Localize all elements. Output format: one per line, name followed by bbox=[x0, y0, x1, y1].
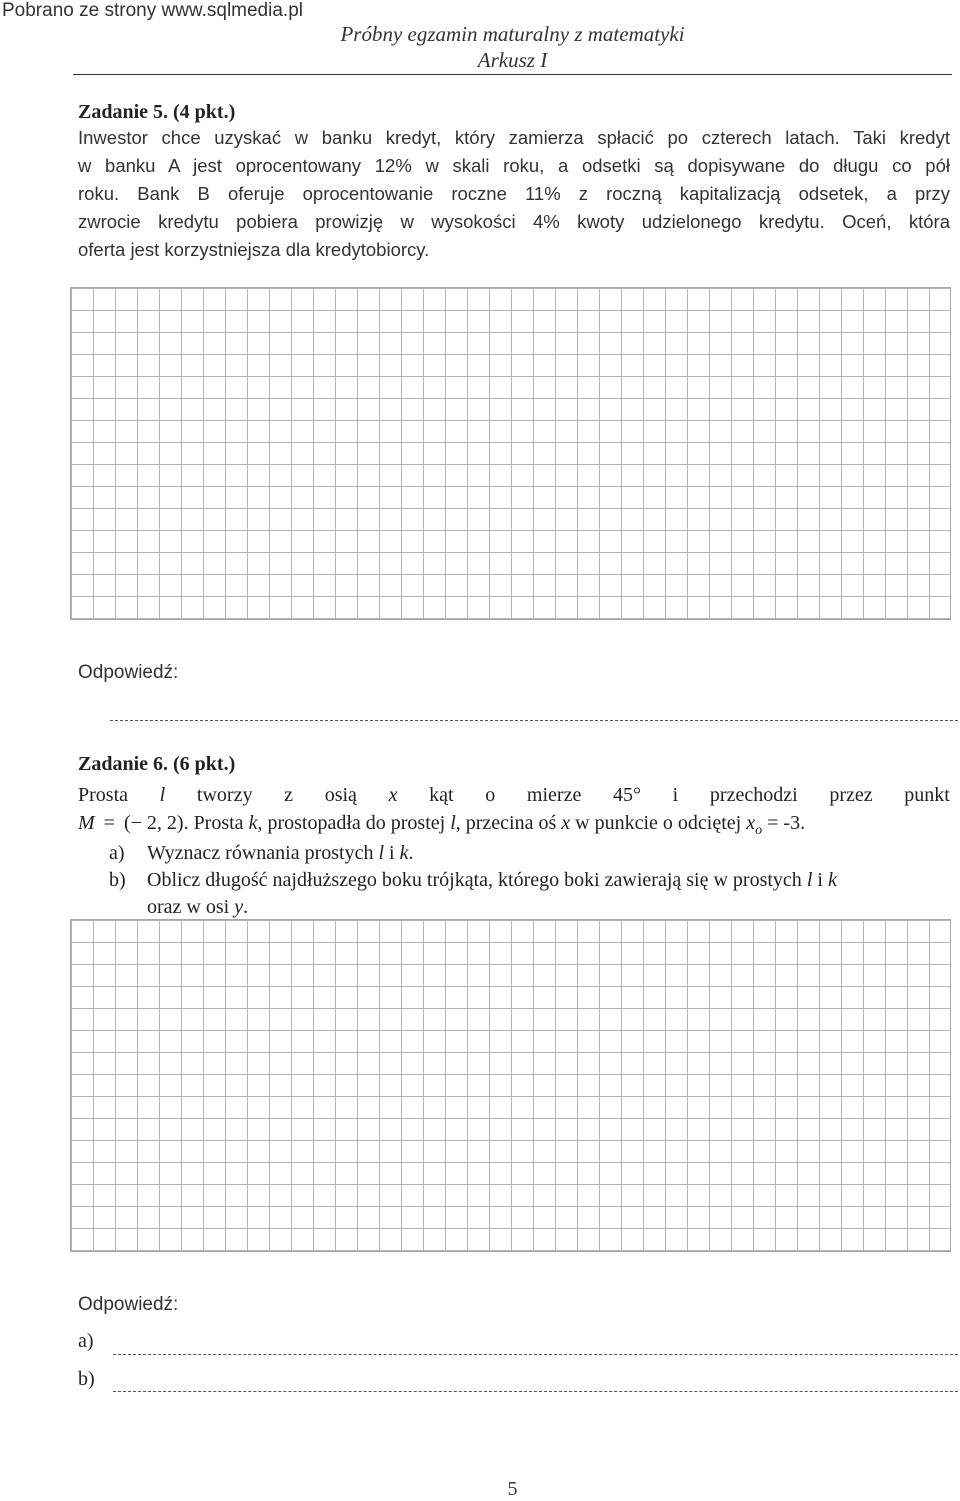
word-kat: kąt bbox=[429, 784, 454, 806]
item-b-y: y bbox=[234, 896, 244, 918]
line-k-symbol: k bbox=[248, 812, 258, 834]
task6-item-b-cont bbox=[147, 896, 248, 919]
item-b-end: . bbox=[243, 896, 249, 918]
answer-a-line[interactable] bbox=[113, 1354, 958, 1355]
item-a-l: l bbox=[378, 842, 385, 864]
exam-sheet: Arkusz I bbox=[477, 48, 548, 72]
task6-line-2 bbox=[78, 812, 805, 839]
task5-heading: Zadanie 5. (4 pkt.) bbox=[78, 101, 236, 123]
point-m-symbol: M bbox=[78, 812, 95, 834]
text-part-1: . Prosta bbox=[183, 812, 249, 834]
angle-value: 45° bbox=[613, 784, 641, 806]
source-watermark: Pobrano ze strony www.sqlmedia.pl bbox=[2, 0, 303, 21]
page-number: 5 bbox=[507, 1478, 518, 1500]
word-punkt: punkt bbox=[904, 784, 950, 806]
task6-item-a bbox=[109, 842, 414, 865]
item-b-text: Oblicz długość najdłuższego boku trójkąta, którego boki zawierają się w prostych bbox=[147, 869, 807, 891]
item-a-k: k bbox=[399, 842, 409, 864]
word-z: z bbox=[284, 784, 294, 806]
word-przez: przez bbox=[829, 784, 873, 806]
line-l-symbol: l bbox=[159, 784, 166, 806]
task5-line-4: zwrocie kredytu pobiera prowizję w wysokości 4% kwoty udzielonego kredytu. Oceń, która bbox=[78, 211, 950, 232]
item-b-marker: b) bbox=[109, 869, 126, 891]
task5-line-3: roku. Bank B oferuje oprocentowanie roczne 11% z roczną kapitalizacją odsetek, a przy bbox=[78, 183, 950, 204]
item-b-k: k bbox=[827, 869, 837, 891]
task6-heading: Zadanie 6. (6 pkt.) bbox=[78, 753, 236, 775]
task5-answer-grid[interactable] bbox=[70, 287, 951, 620]
task5-line-2: w banku A jest oprocentowany 12% w skali roku, a odsetki są dopisywane do długu co pół bbox=[78, 155, 950, 176]
x-o-symbol: x bbox=[746, 812, 756, 834]
text-part-4: w punkcie o odciętej bbox=[570, 812, 747, 834]
word-prosta: Prosta bbox=[78, 784, 128, 806]
exam-title: Próbny egzamin maturalny z matematyki bbox=[340, 22, 685, 46]
text-part-2: , prostopadła do prostej bbox=[257, 812, 451, 834]
item-a-and: i bbox=[384, 842, 400, 864]
task6-answer-grid[interactable] bbox=[70, 919, 951, 1252]
task5-line-5: oferta jest korzystniejsza dla kredytobiorcy. bbox=[78, 239, 430, 260]
task5-answer-label: Odpowiedź: bbox=[78, 662, 179, 683]
word-osia: osią bbox=[324, 784, 357, 806]
item-a-marker: a) bbox=[109, 842, 125, 864]
item-a-end: . bbox=[408, 842, 414, 864]
word-i: i bbox=[672, 784, 679, 806]
point-coordinates: (− 2, 2) bbox=[123, 812, 184, 834]
line-l-symbol-2: l bbox=[450, 812, 456, 834]
item-b-text2: oraz w osi bbox=[147, 896, 235, 918]
answer-b-label: b) bbox=[78, 1368, 95, 1390]
task5-line-1: Inwestor chce uzyskać w banku kredyt, który zamierza spłacić po czterech latach. Taki kredyt bbox=[78, 127, 950, 148]
equals-sign: = bbox=[103, 812, 115, 834]
item-b-and: i bbox=[812, 869, 828, 891]
axis-x-symbol: x bbox=[388, 784, 398, 806]
text-part-3: , przecina oś bbox=[455, 812, 562, 834]
text-part-5: = -3. bbox=[762, 812, 806, 834]
answer-b-line[interactable] bbox=[113, 1391, 958, 1392]
answer-a-label: a) bbox=[78, 1330, 94, 1352]
word-tworzy: tworzy bbox=[196, 784, 253, 806]
word-o: o bbox=[485, 784, 496, 806]
word-mierze: mierze bbox=[526, 784, 582, 806]
task5-answer-line[interactable] bbox=[110, 720, 958, 721]
header-divider bbox=[73, 74, 952, 75]
item-a-text: Wyznacz równania prostych bbox=[147, 842, 379, 864]
x-o-subscript: o bbox=[755, 823, 763, 838]
task6-answer-label: Odpowiedź: bbox=[78, 1294, 179, 1315]
item-b-l: l bbox=[806, 869, 813, 891]
axis-x-symbol-2: x bbox=[561, 812, 571, 834]
task6-item-b bbox=[109, 869, 837, 892]
task6-line-1 bbox=[78, 784, 950, 807]
word-przechodzi: przechodzi bbox=[709, 784, 798, 806]
